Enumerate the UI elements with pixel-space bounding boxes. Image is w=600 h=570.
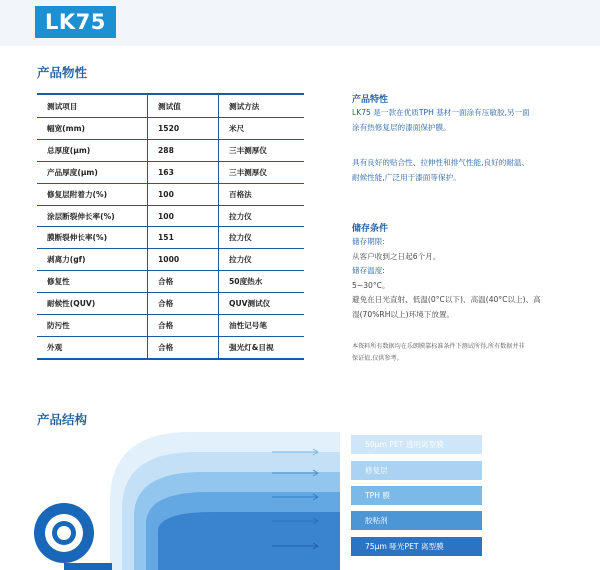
cell-method: 米尺 xyxy=(219,118,305,140)
cell-value: 100 xyxy=(148,183,219,205)
storage-period-label: 储存期限: xyxy=(352,237,385,246)
table-row xyxy=(37,271,304,293)
table-row xyxy=(37,293,304,315)
storage-temp-label: 储存温度: xyxy=(352,266,385,275)
roll-web xyxy=(64,563,112,570)
cell-method: 三丰测厚仪 xyxy=(219,139,305,161)
cell-item: 产品厚度(μm) xyxy=(37,161,148,183)
table-row xyxy=(37,183,304,205)
features-title: 产品特性 xyxy=(352,95,389,105)
table-row xyxy=(37,139,304,161)
table-row xyxy=(37,118,304,140)
cell-value: 1520 xyxy=(148,118,219,140)
cell-method: 三丰测厚仪 xyxy=(219,161,305,183)
cell-method: 拉力仪 xyxy=(219,205,305,227)
text-line: 保证值,仅供参考。 xyxy=(352,355,403,362)
cell-value: 1000 xyxy=(148,249,219,271)
layer-label: 75μm 哑光PET 离型膜 xyxy=(351,537,482,556)
structure-diagram xyxy=(0,420,600,570)
table-row xyxy=(37,227,304,249)
storage-title: 储存条件 xyxy=(352,224,389,234)
cell-item: 总厚度(μm) xyxy=(37,139,148,161)
structure-title: 产品结构 xyxy=(37,412,88,427)
cell-value: 合格 xyxy=(148,336,219,358)
storage-advice-line: 湿(70%RH以上)环境下放置。 xyxy=(352,309,455,319)
layer-label: 胶粘剂 xyxy=(351,511,482,530)
cell-method: 拉力仪 xyxy=(219,227,305,249)
cell-method: 50度热水 xyxy=(219,271,305,293)
cell-item: 修复性 xyxy=(37,271,148,293)
cell-item: 耐候性(QUV) xyxy=(37,293,148,315)
table-header-row xyxy=(37,94,304,118)
product-code-badge: LK75 xyxy=(35,6,116,38)
storage-period-value: 从客户收到之日起6个月。 xyxy=(352,251,441,261)
cell-item: 幅宽(mm) xyxy=(37,118,148,140)
table-row xyxy=(37,161,304,183)
cell-value: 合格 xyxy=(148,315,219,337)
cell-method: QUV测试仪 xyxy=(219,293,305,315)
cell-method: 强光灯&目视 xyxy=(219,336,305,358)
layer-label: TPH 膜 xyxy=(351,486,482,505)
cell-value: 163 xyxy=(148,161,219,183)
cell-item: 剥离力(gf) xyxy=(37,249,148,271)
text-line: 涂有热修复层的漆面保护膜。 xyxy=(352,122,451,132)
cell-value: 151 xyxy=(148,227,219,249)
properties-title: 产品物性 xyxy=(37,65,88,80)
cell-item: 涂层断裂伸长率(%) xyxy=(37,205,148,227)
text-line: 具有良好的贴合性、拉伸性和排气性能,良好的耐温、 xyxy=(352,158,530,167)
cell-value: 100 xyxy=(148,205,219,227)
table-row xyxy=(37,336,304,358)
layer-label: 50μm PET 透明离型膜 xyxy=(351,435,482,454)
table-row xyxy=(37,315,304,337)
cell-value: 合格 xyxy=(148,271,219,293)
features-text-1 xyxy=(352,106,574,135)
text-line: LK75 是一款在优质TPH 基材一面涂有压敏胶,另一面 xyxy=(352,108,530,117)
cell-method: 百格法 xyxy=(219,183,305,205)
storage-text xyxy=(352,235,574,322)
properties-table xyxy=(37,93,304,360)
table-row xyxy=(37,205,304,227)
features-text-2 xyxy=(352,156,574,185)
cell-value: 合格 xyxy=(148,293,219,315)
cell-item: 修复层附着力(%) xyxy=(37,183,148,205)
text-line: 耐候性能,广泛用于漆面等保护。 xyxy=(352,172,461,182)
table-row xyxy=(37,249,304,271)
column-header-method: 测试方法 xyxy=(219,94,305,118)
roll-hole xyxy=(57,526,71,540)
layer-label: 修复层 xyxy=(351,461,482,480)
cell-method: 拉力仪 xyxy=(219,249,305,271)
column-header-item: 测试项目 xyxy=(37,94,148,118)
storage-advice-line: 避免在日光直射、低温(0°C以下)、高温(40°C以上)、高 xyxy=(352,295,541,304)
text-line: 本资料所有数据均在乐朗膜靠标准条件下测试所得,所有数据并非 xyxy=(352,343,525,350)
cell-item: 膜断裂伸长率(%) xyxy=(37,227,148,249)
cell-item: 外观 xyxy=(37,336,148,358)
cell-item: 防污性 xyxy=(37,315,148,337)
disclaimer-note xyxy=(352,341,577,365)
column-header-value: 测试值 xyxy=(148,94,219,118)
cell-method: 油性记号笔 xyxy=(219,315,305,337)
storage-temp-value: 5~30°C。 xyxy=(352,280,390,290)
cell-value: 288 xyxy=(148,139,219,161)
